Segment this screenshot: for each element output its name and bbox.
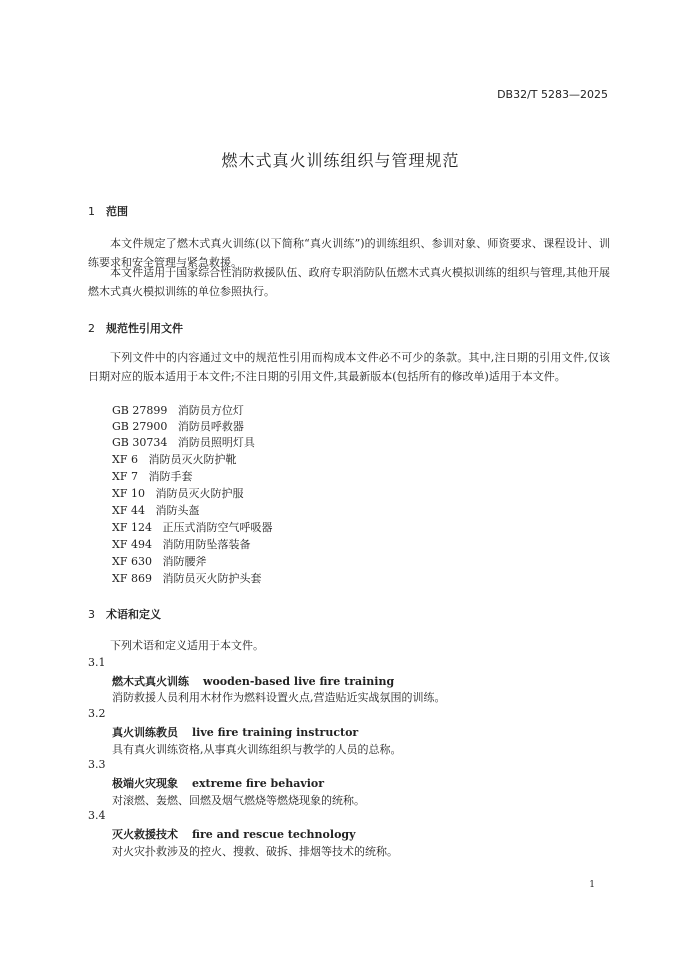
reference-item	[112, 468, 192, 484]
reference-title: 消防头盔	[155, 504, 200, 517]
reference-item	[112, 519, 272, 535]
term-zh: 灭火救援技术	[112, 828, 178, 841]
reference-item	[112, 502, 199, 518]
term-zh: 燃木式真火训练	[112, 675, 189, 688]
reference-item	[112, 536, 250, 552]
reference-title: 消防员呼救器	[177, 420, 244, 433]
term-en: fire and rescue technology	[192, 828, 356, 841]
section-number: 3	[88, 608, 95, 621]
section-heading-1	[88, 203, 128, 219]
page-title: 燃木式真火训练组织与管理规范	[221, 151, 460, 170]
paragraph: 本文件适用于国家综合性消防救援队伍、政府专职消防队伍燃木式真火模拟训练的组织与管理,其他开展燃木式真火模拟训练的单位参照执行。	[88, 266, 610, 298]
reference-title: 正压式消防空气呼吸器	[162, 521, 273, 534]
term-zh: 极端火灾现象	[112, 777, 178, 790]
reference-code: XF 494	[112, 538, 152, 551]
section-number: 1	[88, 205, 95, 218]
paragraph: 下列文件中的内容通过文中的规范性引用而构成本文件必不可少的条款。其中,注日期的引用文件,仅该日期对应的版本适用于本文件;不注日期的引用文件,其最新版本(包括所有的修改单)适用于本文件。	[88, 351, 610, 383]
reference-code: GB 30734	[112, 436, 168, 449]
reference-item	[112, 485, 243, 501]
term-number: 3.3	[88, 758, 106, 771]
reference-code: XF 124	[112, 521, 152, 534]
term-en: wooden-based live fire training	[203, 675, 395, 688]
paragraph: 本文件规定了燃木式真火训练(以下简称“真火训练”)的训练组织、参训对象、师资要求、课程设计、训练要求和安全管理与紧急救援。	[88, 237, 610, 269]
reference-title: 消防员灭火防护服	[155, 487, 244, 500]
reference-title: 消防腰斧	[162, 555, 207, 568]
reference-code: XF 630	[112, 555, 152, 568]
reference-code: GB 27900	[112, 420, 168, 433]
reference-title: 消防员灭火防护靴	[148, 453, 237, 466]
reference-code: XF 6	[112, 453, 138, 466]
term-heading	[112, 724, 358, 740]
reference-code: GB 27899	[112, 404, 168, 417]
section-title: 术语和定义	[106, 608, 161, 621]
term-definition: 对滚燃、轰燃、回燃及烟气燃烧等燃烧现象的统称。	[112, 794, 365, 807]
term-heading	[112, 673, 394, 689]
section-heading-2	[88, 320, 183, 336]
term-heading	[112, 826, 356, 842]
reference-title: 消防员照明灯具	[177, 436, 255, 449]
reference-code: XF 44	[112, 504, 145, 517]
reference-item	[112, 402, 244, 418]
document-number: DB32/T 5283—2025	[497, 88, 608, 101]
section-heading-3	[88, 606, 161, 622]
reference-title: 消防手套	[148, 470, 193, 483]
term-zh: 真火训练教员	[112, 726, 178, 739]
term-en: live fire training instructor	[192, 726, 359, 739]
reference-code: XF 7	[112, 470, 138, 483]
paragraph: 下列术语和定义适用于本文件。	[110, 639, 264, 652]
reference-item	[112, 434, 255, 450]
reference-code: XF 10	[112, 487, 145, 500]
reference-item	[112, 451, 236, 467]
term-number: 3.4	[88, 809, 106, 822]
term-heading	[112, 775, 324, 791]
section-title: 规范性引用文件	[106, 322, 183, 335]
reference-item	[112, 570, 261, 586]
reference-item	[112, 418, 244, 434]
term-definition: 具有真火训练资格,从事真火训练组织与教学的人员的总称。	[112, 743, 402, 756]
term-definition: 对火灾扑救涉及的控火、搜救、破拆、排烟等技术的统称。	[112, 845, 398, 858]
section-number: 2	[88, 322, 95, 335]
term-en: extreme fire behavior	[192, 777, 325, 790]
section-title: 范围	[106, 205, 128, 218]
reference-code: XF 869	[112, 572, 152, 585]
reference-title: 消防员灭火防护头套	[162, 572, 262, 585]
reference-title: 消防员方位灯	[177, 404, 244, 417]
reference-title: 消防用防坠落装备	[162, 538, 251, 551]
term-definition: 消防救援人员利用木材作为燃料设置火点,营造贴近实战氛围的训练。	[112, 691, 446, 704]
page-number: 1	[589, 880, 595, 890]
term-number: 3.2	[88, 707, 106, 720]
reference-item	[112, 553, 206, 569]
term-number: 3.1	[88, 656, 106, 669]
